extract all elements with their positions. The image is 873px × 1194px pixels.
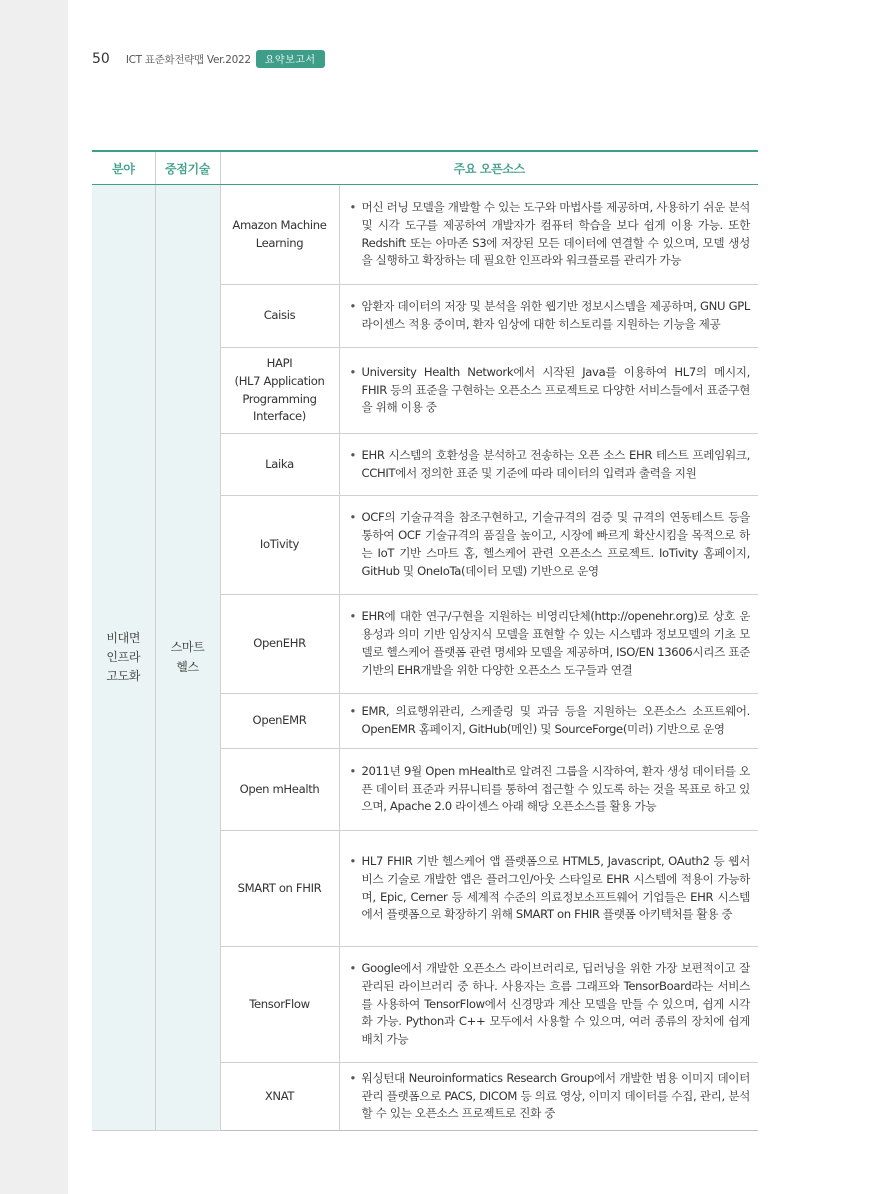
open-source-name: OpenEMR	[220, 694, 339, 749]
description-text: EMR, 의료행위관리, 스케줄링 및 과금 등을 지원하는 오픈소스 소프트웨어. OpenEMR 홈페이지, GitHub(메인) 및 SourceForge(미러) 기반으로 운영	[361, 704, 750, 736]
description-text: 암환자 데이터의 저장 및 분석을 위한 웹기반 정보시스템을 제공하며, GNU GPL 라이센스 적용 중이며, 환자 임상에 대한 히스토리를 지원하는 기능을 제공	[361, 299, 750, 331]
description-text: 워싱턴대 Neuroinformatics Research Group에서 개발한 범용 이미지 데이터 관리 플랫폼으로 PACS, DICOM 등 의료 영상, 이미지 데이터를 수집, 관리, 분석할 수 있는 오픈소스 프로젝트로 진화 중	[361, 1070, 750, 1121]
open-source-name: IoTivity	[220, 496, 339, 595]
bullet-icon: •	[349, 763, 356, 778]
open-source-description	[339, 1063, 758, 1131]
document-title: ICT 표준화전략맵 Ver.2022	[125, 53, 251, 66]
open-source-name: XNAT	[220, 1063, 339, 1131]
bullet-icon: •	[349, 1070, 356, 1085]
page-header	[92, 50, 325, 68]
bullet-icon: •	[349, 960, 356, 975]
open-source-description	[339, 285, 758, 348]
open-source-description	[339, 348, 758, 434]
open-source-name: TensorFlow	[220, 947, 339, 1063]
open-source-description	[339, 434, 758, 496]
bullet-icon: •	[349, 853, 356, 868]
open-source-description	[339, 185, 758, 285]
description-text: University Health Network에서 시작된 Java를 이용하여 HL7의 메시지, FHIR 등의 표준을 구현하는 오픈소스 프로젝트로 다양한 서비스들에서 표준구현을 위해 이용 중	[361, 364, 750, 415]
report-type-badge: 요약보고서	[256, 50, 325, 68]
description-text: 2011년 9월 Open mHealth로 알려진 그룹을 시작하여, 환자 생성 데이터를 오픈 데이터 표준과 커뮤니티를 통하여 접근할 수 있도록 하는 것을 목표로 하고 있으며, Apache 2.0 라이센스 아래 해당 오픈소스를 활용 가능	[361, 763, 750, 814]
open-source-description	[339, 749, 758, 831]
open-source-description	[339, 694, 758, 749]
page-number: 50	[92, 51, 110, 67]
header-open-source: 주요 오픈소스	[220, 151, 758, 185]
open-source-name: Laika	[220, 434, 339, 496]
header-field: 분야	[92, 151, 155, 185]
bullet-icon: •	[349, 299, 356, 314]
description-text: EHR 시스템의 호환성을 분석하고 전송하는 오픈 소스 EHR 테스트 프레임워크, CCHIT에서 정의한 표준 및 기준에 따라 데이터의 입력과 출력을 지원	[361, 447, 750, 480]
open-source-description	[339, 496, 758, 595]
field-cell	[92, 185, 155, 1131]
open-source-name: HAPI (HL7 Application Programming Interface)	[220, 348, 339, 434]
open-source-name: OpenEHR	[220, 595, 339, 694]
core-tech-label: 스마트 헬스	[170, 640, 205, 674]
bullet-icon: •	[349, 510, 356, 525]
open-source-name: Amazon Machine Learning	[220, 185, 339, 285]
open-source-name: Caisis	[220, 285, 339, 348]
open-source-table	[92, 150, 758, 1131]
bullet-icon: •	[349, 609, 356, 624]
table-row	[92, 185, 758, 285]
bullet-icon: •	[349, 364, 356, 379]
open-source-name: SMART on FHIR	[220, 831, 339, 947]
description-text: EHR에 대한 연구/구현을 지원하는 비영리단체(http://openehr.org)로 상호 운용성과 의미 기반 임상지식 모델을 표현할 수 있는 시스템과 정보모델의 기초 모델로 헬스케어 플랫폼 관련 명세와 모델을 제공하며, ISO/EN 13606시리즈 표준 기반의 EHR개발을 위한 다양한 오픈소스 도구들과 연결	[361, 609, 750, 677]
table-header-row	[92, 151, 758, 185]
open-source-name: Open mHealth	[220, 749, 339, 831]
field-label: 비대면 인프라 고도화	[106, 630, 141, 684]
description-text: OCF의 기술규격을 참조구현하고, 기술규격의 검증 및 규격의 연동테스트 등을 통하여 OCF 기술규격의 품질을 높이고, 시장에 빠르게 확산시킴을 목적으로 하는 IoT 기반 스마트 홈, 헬스케어 관련 오픈소스 프로젝트. IoTivity 홈페이지, GitHub 및 OneIoTa(데이터 모델) 기반으로 운영	[361, 510, 750, 578]
core-tech-cell	[155, 185, 220, 1131]
header-core-tech: 중점기술	[155, 151, 220, 185]
description-text: HL7 FHIR 기반 헬스케어 앱 플랫폼으로 HTML5, Javascript, OAuth2 등 웹서비스 기술로 개발한 앱은 플러그인/아웃 스타일로 EHR 시스템에 적용이 가능하며, Epic, Cerner 등 세계적 수준의 의료정보소프트웨어 기업들은 EHR 시스템에서 플랫폼으로 확장하기 위해 SMART on FHIR 플랫폼 아키텍처를 활용 중	[361, 853, 750, 922]
bullet-icon: •	[349, 199, 356, 214]
bullet-icon: •	[349, 447, 356, 462]
bullet-icon: •	[349, 704, 356, 719]
description-text: Google에서 개발한 오픈소스 라이브러리로, 딥러닝을 위한 가장 보편적이고 잘 관리된 라이브러리 중 하나. 사용자는 흐름 그래프와 TensorBoard라는 서비스를 사용하여 TensorFlow에서 신경망과 계산 모델을 만들 수 있으며, 쉽게 시각화 가능. Python과 C++ 모두에서 사용할 수 있으며, 여러 종류의 장치에 쉽게 배치 가능	[361, 960, 750, 1047]
open-source-description	[339, 595, 758, 694]
page-margin-strip	[0, 0, 68, 1194]
open-source-description	[339, 831, 758, 947]
open-source-description	[339, 947, 758, 1063]
description-text: 머신 러닝 모델을 개발할 수 있는 도구와 마법사를 제공하며, 사용하기 쉬운 분석 및 시각 도구를 제공하여 개발자가 컴퓨터 학습을 보다 쉽게 이용 가능. 또한 Redshift 또는 아마존 S3에 저장된 모든 데이터에 연결할 수 있으며, 모델 생성을 실행하고 확장하는 데 필요한 인프라와 워크플로를 관리가 가능	[361, 199, 750, 268]
